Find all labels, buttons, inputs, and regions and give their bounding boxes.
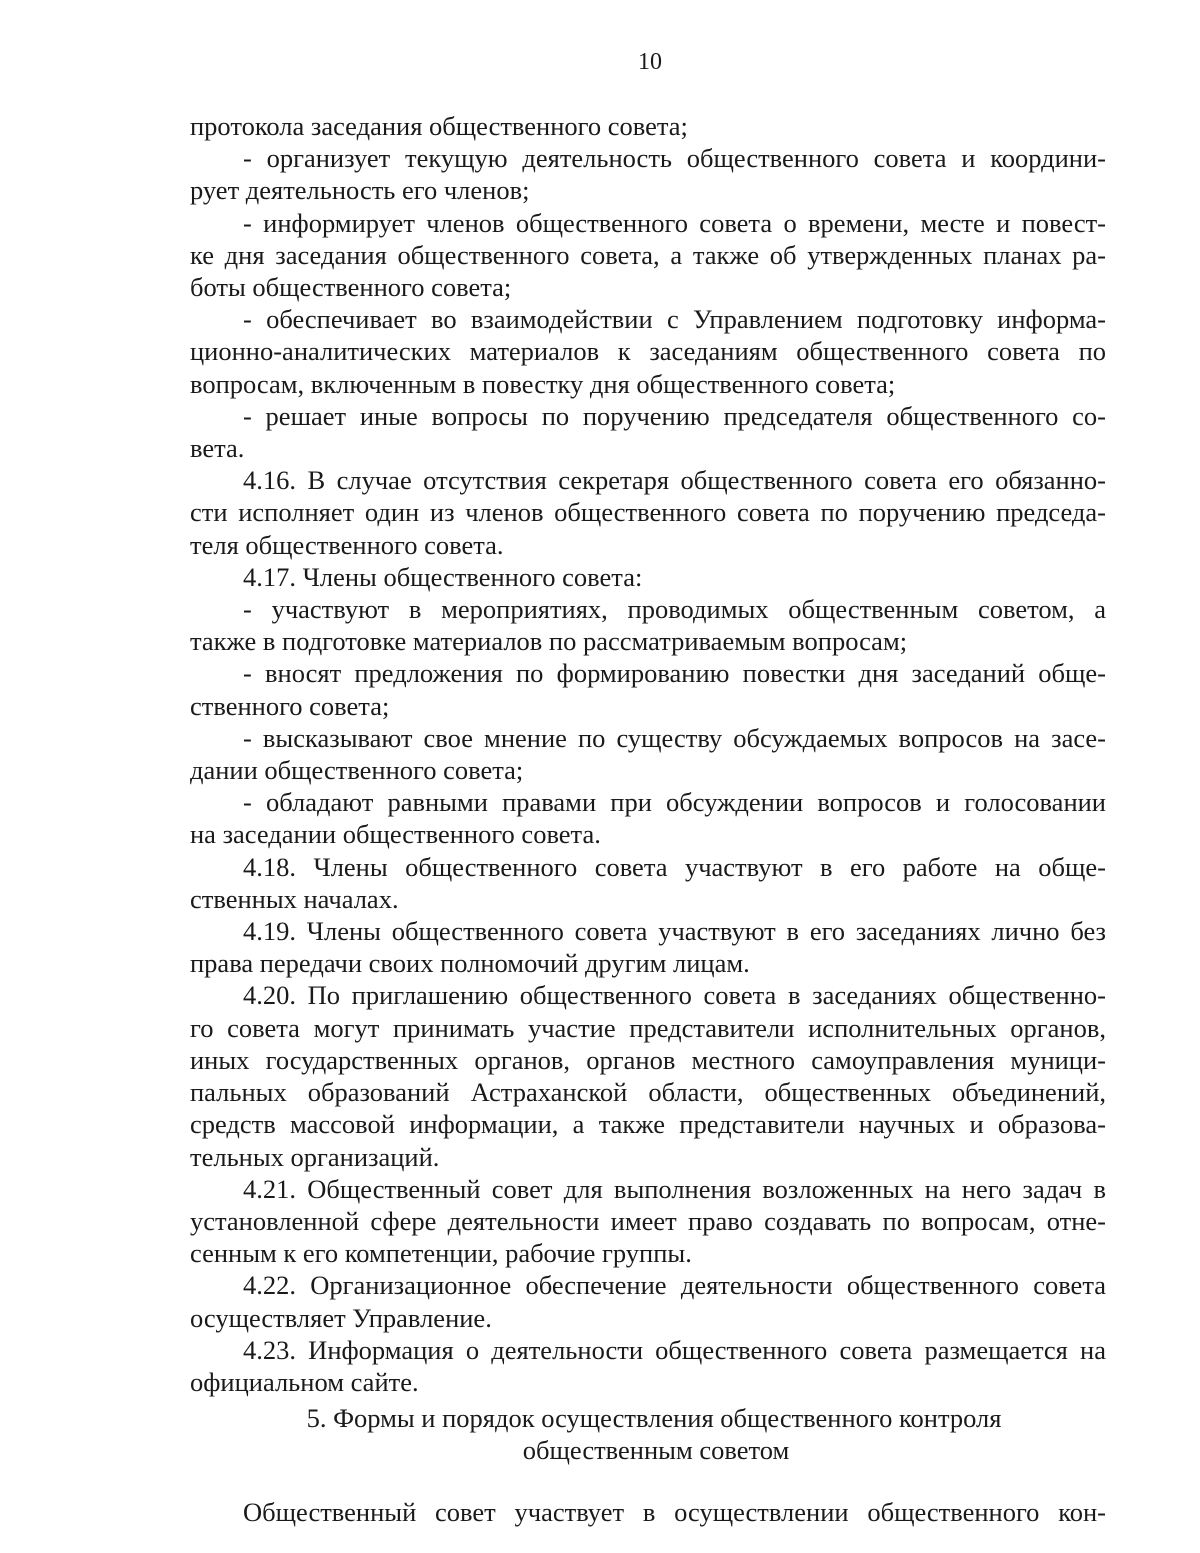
paragraph-line: - обеспечивает во взаимодействии с Управлением подготовку информа-	[243, 304, 1106, 335]
paragraph	[190, 1334, 1106, 1398]
section-heading	[190, 1402, 1106, 1466]
paragraph-line: 4.23. Информация о деятельности общественного совета размещается на	[243, 1334, 1106, 1365]
paragraph	[190, 142, 1106, 206]
paragraph-line: - обладают равными правами при обсуждении вопросов и голосовании	[243, 787, 1106, 818]
paragraph-line: го совета могут принимать участие представители исполнительных органов,	[190, 1012, 1106, 1043]
page-number: 10	[638, 49, 662, 75]
paragraph-line: 4.22. Организационное обеспечение деятельности общественного совета	[243, 1270, 1106, 1301]
paragraph-line: боты общественного совета;	[190, 272, 512, 303]
paragraph-line: ственных началах.	[190, 883, 399, 914]
paragraph-line: пальных образований Астраханской области, общественных объединений,	[190, 1077, 1106, 1108]
paragraph	[190, 593, 1106, 657]
paragraph-line: Общественный совет участвует в осуществлении общественного кон-	[243, 1497, 1106, 1527]
paragraph-line: - высказывают свое мнение по существу обсуждаемых вопросов на засе-	[243, 722, 1106, 753]
paragraph-line: дании общественного совета;	[190, 755, 524, 786]
paragraph-line: протокола заседания общественного совета;	[190, 111, 688, 141]
paragraph	[190, 400, 1106, 464]
paragraph-line: иных государственных органов, органов местного самоуправления муници-	[190, 1044, 1106, 1075]
paragraph	[190, 786, 1106, 850]
paragraph-line: 4.21. Общественный совет для выполнения возложенных на него задач в	[243, 1173, 1106, 1204]
paragraph	[190, 561, 1106, 593]
paragraph-line: вета.	[190, 433, 245, 464]
paragraph-line: осуществляет Управление.	[190, 1302, 492, 1333]
section-paragraph	[190, 1496, 1106, 1528]
paragraph-line: 4.18. Члены общественного совета участвуют в его работе на обще-	[243, 851, 1106, 882]
paragraph-line: установленной сфере деятельности имеет право создавать по вопросам, отне-	[190, 1205, 1106, 1236]
paragraph-line: 4.16. В случае отсутствия секретаря общественного совета его обязанно-	[243, 465, 1106, 496]
paragraph	[190, 979, 1106, 1172]
paragraph	[190, 464, 1106, 561]
paragraph	[190, 110, 1106, 142]
paragraph-line: - организует текущую деятельность общественного совета и координи-	[243, 143, 1106, 174]
paragraph-line: 4.19. Члены общественного совета участвуют в его заседаниях лично без	[243, 916, 1106, 947]
paragraph-line: ке дня заседания общественного совета, а также об утвержденных планах ра-	[190, 239, 1106, 270]
paragraph-line: официальном сайте.	[190, 1366, 419, 1397]
paragraph-line: 4.20. По приглашению общественного совета в заседаниях общественно-	[243, 980, 1106, 1011]
paragraph-line: ственного совета;	[190, 690, 390, 721]
paragraph-line: тельных организаций.	[190, 1141, 440, 1172]
paragraph	[190, 851, 1106, 915]
paragraph-line: сти исполняет один из членов общественного совета по поручению председа-	[190, 497, 1106, 528]
paragraph-line: 4.17. Члены общественного совета:	[243, 561, 643, 592]
section-heading-line-2: общественным советом	[522, 1435, 790, 1465]
paragraph	[190, 657, 1106, 721]
paragraph-line: - решает иные вопросы по поручению председателя общественного со-	[243, 400, 1106, 431]
paragraph-line: также в подготовке материалов по рассматриваемым вопросам;	[190, 626, 908, 657]
paragraph-line: - информирует членов общественного совета о времени, месте и повест-	[243, 207, 1106, 238]
paragraph	[190, 207, 1106, 304]
paragraph	[190, 915, 1106, 979]
paragraph-line: - вносят предложения по формированию повестки дня заседаний обще-	[243, 658, 1106, 689]
paragraph-line: права передачи своих полномочий другим лицам.	[190, 948, 750, 979]
paragraph	[190, 1269, 1106, 1333]
paragraph-line: ционно-аналитических материалов к заседаниям общественного совета по	[190, 336, 1106, 367]
paragraph-line: на заседании общественного совета.	[190, 819, 601, 850]
paragraph-line: вопросам, включенным в повестку дня общественного совета;	[190, 368, 896, 399]
paragraph-line: - участвуют в мероприятиях, проводимых общественным советом, а	[243, 594, 1106, 625]
paragraph	[190, 303, 1106, 400]
paragraph-line: средств массовой информации, а также представители научных и образова-	[190, 1109, 1106, 1140]
paragraph	[190, 722, 1106, 786]
section-heading-line-1: 5. Формы и порядок осуществления общественного контроля	[306, 1403, 1002, 1433]
document-body	[190, 110, 1106, 1398]
paragraph	[190, 1173, 1106, 1270]
paragraph-line: теля общественного совета.	[190, 529, 504, 560]
paragraph-line: рует деятельность его членов;	[190, 175, 530, 206]
paragraph-line: сенным к его компетенции, рабочие группы.	[190, 1238, 692, 1269]
